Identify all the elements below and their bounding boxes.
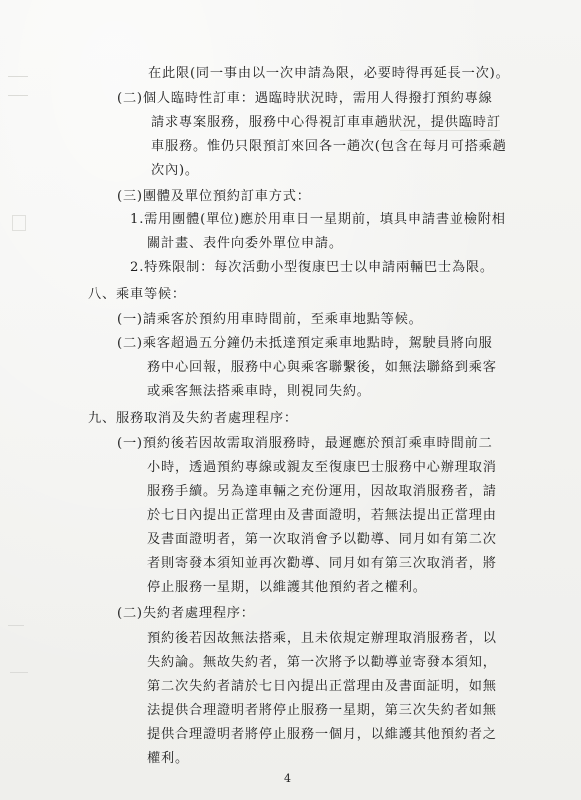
section7-item3-1-line: 關計畫、表件向委外單位申請。: [147, 236, 343, 251]
section9-item1-line: 及書面證明者，第一次取消會予以勸導、同月如有第二次: [147, 532, 497, 547]
section7-item2-line: 車服務。惟仍只限預訂來回各一趟次(包含在每月可搭乘趟: [151, 139, 507, 154]
section9-item2-title: (二)失約者處理程序：: [117, 606, 255, 621]
section9-item1-line: 者則寄發本須知並再次勸導、同月如有第三次取消者，將: [147, 556, 497, 571]
section7-item3-title: (三)團體及單位預約訂車方式：: [117, 189, 311, 204]
section9-item1-line: 於七日內提出正當理由及書面證明，若無法提出正當理由: [147, 508, 497, 523]
section8-title: 八、乘車等候：: [88, 287, 186, 302]
section7-item3-1-line: 1.需用團體(單位)應於用車日一星期前，填具申請書並檢附相: [130, 212, 506, 227]
section7-item2-line: 次內)。: [151, 163, 199, 178]
page-number: 4: [284, 772, 291, 785]
section9-item2-line: 預約後若因故無法搭乘，且未依規定辦理取消服務者，以: [147, 631, 497, 646]
section9-item2-line: 提供合理證明者將停止服務一個月，以維護其他預約者之: [147, 727, 497, 742]
section9-title: 九、服務取消及失約者處理程序：: [88, 411, 298, 426]
section7-item2-line: (二)個人臨時性訂車：遇臨時狀況時，需用人得撥打預約專線: [117, 91, 493, 106]
bleed-through-mark: [8, 76, 28, 96]
bleed-through-mark: [8, 625, 24, 626]
section7-item2-line: 請求專案服務，服務中心得視訂車車趟狀況，提供臨時訂: [151, 115, 501, 130]
section9-item1-line: 小時，透過預約專線或親友至復康巴士服務中心辦理取消: [147, 460, 497, 475]
section9-item1-line: 停止服務一星期，以維護其他預約者之權利。: [147, 580, 427, 595]
section9-item2-line: 權利。: [147, 751, 189, 766]
section9-item2-line: 法提供合理證明者將停止服務一星期，第三次失約者如無: [147, 703, 497, 718]
section8-item1: (一)請乘客於預約用車時間前，至乘車地點等候。: [117, 312, 423, 327]
section9-item1-line: 服務手續。另為達車輛之充份運用，因故取消服務者，請: [147, 484, 497, 499]
section9-item2-line: 第二次失約者請於七日內提出正當理由及書面証明，如無: [147, 679, 497, 694]
section7-item2-continuation: 在此限(同一事由以一次申請為限，必要時得再延長一次)。: [148, 66, 510, 81]
section7-item3-2-line: 2.特殊限制：每次活動小型復康巴士以申請兩輛巴士為限。: [130, 260, 494, 275]
section9-item2-line: 失約論。無故失約者，第一次將予以勸導並寄發本須知，: [147, 655, 497, 670]
bleed-through-mark: [10, 672, 28, 673]
bleed-through-mark: [12, 215, 26, 231]
section8-item2-line: 務中心回報，服務中心與乘客聯繫後，如無法聯絡到乘客: [147, 360, 497, 375]
section9-item1-line: (一)預約後若因故需取消服務時，最遲應於預訂乘車時間前二: [117, 436, 493, 451]
section8-item2-line: 或乘客無法搭乘車時，則視同失約。: [147, 384, 371, 399]
section8-item2-line: (二)乘客超過五分鐘仍未抵達預定乘車地點時，駕駛員將向服: [117, 336, 493, 351]
